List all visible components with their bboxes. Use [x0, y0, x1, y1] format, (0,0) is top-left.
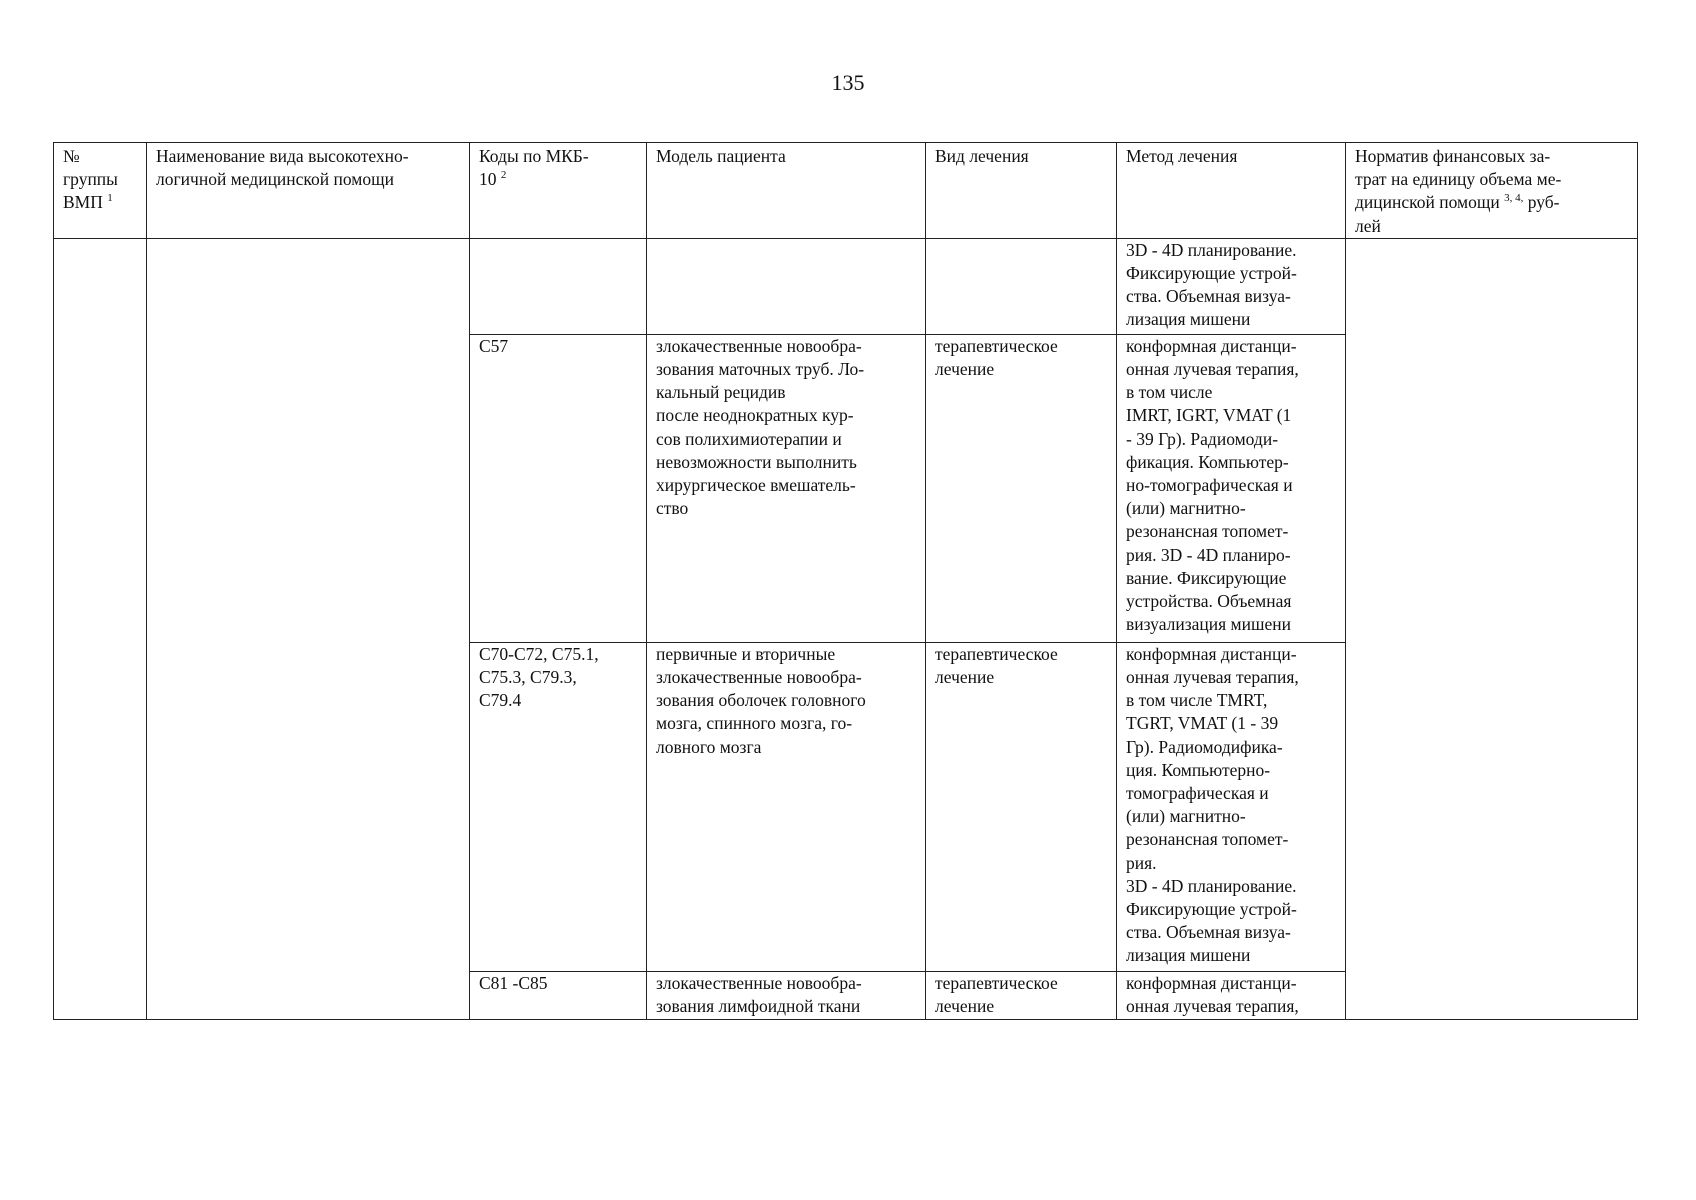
header-standard: Норматив финансовых за- трат на единицу объема ме- дицинской помощи $^{3, 4,}$ руб- лей	[1346, 143, 1638, 239]
table-row	[54, 238, 1638, 334]
model-cell: злокачественные новообра- зования маточных труб. Ло- кальный рецидив после неоднократных кур- сов полихимиотерапии и невозможности выполнить хирургическое вмешатель- ство	[647, 334, 926, 642]
header-treatment-method: Метод лечения	[1117, 143, 1346, 239]
header-group-no: № группы ВМП $^1$	[54, 143, 147, 239]
type-cell: терапевтическое лечение	[926, 642, 1117, 971]
header-icd-codes: Коды по МКБ- 10 $^2$	[470, 143, 647, 239]
standard-cell	[1346, 238, 1638, 1019]
vmp-table	[53, 142, 1638, 1020]
model-cell: злокачественные новообра- зования лимфоидной ткани	[647, 971, 926, 1019]
code-cell	[470, 238, 647, 334]
code-cell: C81 -C85	[470, 971, 647, 1019]
code-cell: C57	[470, 334, 647, 642]
page-number: 135	[831, 70, 865, 95]
method-cell: конформная дистанци- онная лучевая терапия,	[1117, 971, 1346, 1019]
method-cell: конформная дистанци- онная лучевая терапия, в том числе TMRT, TGRT, VMAT (1 - 39 Гр). Радиомодифика- ция. Компьютерно- томографическая и (или) магнитно- резонансная топомет- рия. 3D - 4D планирование. Фиксирующие устрой- ства. Объемная визуа- лизация мишени	[1117, 642, 1346, 971]
method-cell: конформная дистанци- онная лучевая терапия, в том числе IMRT, IGRT, VMAT (1 - 39 Гр). Радиомоди- фикация. Компьютер- но-томографическая и (или) магнитно- резонансная топомет- рия. 3D - 4D планиро- вание. Фиксирующие устройства. Объемная визуализация мишени	[1117, 334, 1346, 642]
header-name: Наименование вида высокотехно- логичной медицинской помощи	[147, 143, 470, 239]
type-cell: терапевтическое лечение	[926, 971, 1117, 1019]
type-cell	[926, 238, 1117, 334]
header-row	[54, 143, 1638, 239]
method-cell: 3D - 4D планирование. Фиксирующие устрой- ства. Объемная визуа- лизация мишени	[1117, 238, 1346, 334]
model-cell	[647, 238, 926, 334]
group-no-cell	[54, 238, 147, 1019]
type-cell: терапевтическое лечение	[926, 334, 1117, 642]
code-cell: C70-C72, C75.1, C75.3, C79.3, C79.4	[470, 642, 647, 971]
header-patient-model: Модель пациента	[647, 143, 926, 239]
model-cell: первичные и вторичные злокачественные новообра- зования оболочек головного мозга, спинного мозга, го- ловного мозга	[647, 642, 926, 971]
name-cell	[147, 238, 470, 1019]
header-treatment-type: Вид лечения	[926, 143, 1117, 239]
